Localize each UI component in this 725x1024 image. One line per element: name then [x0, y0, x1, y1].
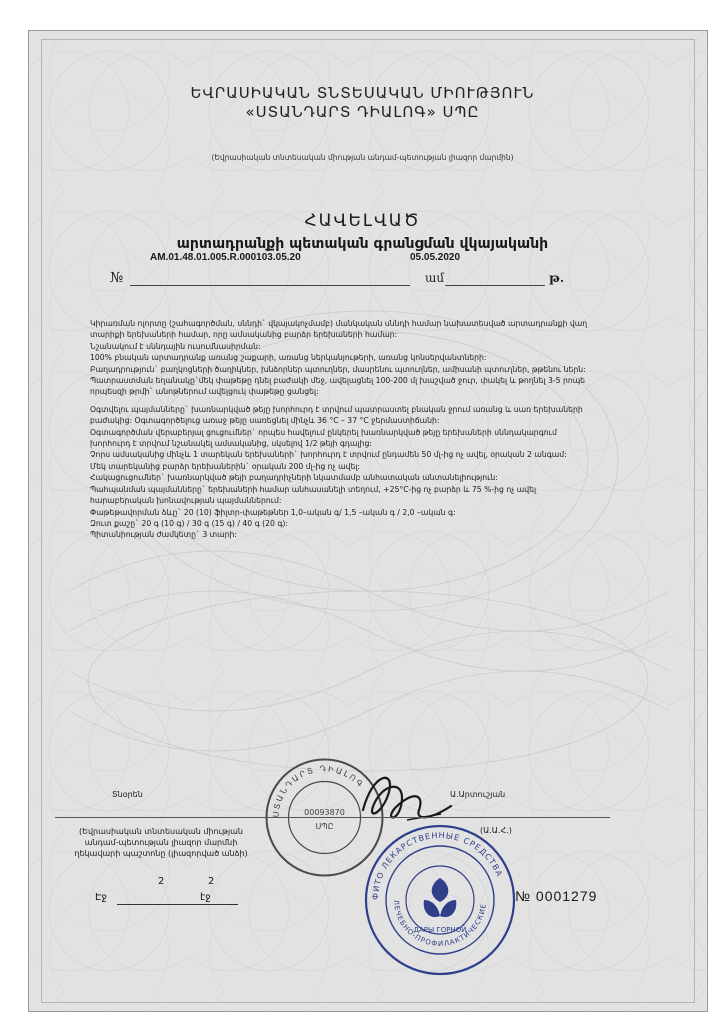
- certificate-title: արտադրանքի պետական գրանցման վկայականի: [176, 236, 549, 252]
- date-underline: [445, 285, 545, 286]
- footer-org-line-2: անդամ-պետության լիազոր մարմնի: [84, 838, 238, 847]
- storage-paragraph: Պահպանման պայմանները` երեխաների համար անհասանելի տեղում, +25°C-ից ոչ բարձր և 75 %-ից ոչ ավել հարաբերական խոնավության պայմաններում:: [90, 484, 537, 506]
- number-underline: [130, 285, 410, 286]
- right-stamp-center: ДАРЫ ГОРНОЙ: [413, 926, 467, 934]
- left-stamp-code: 00093870: [304, 808, 345, 817]
- dosage-infant-paragraph: Չորս ամսականից մինչև 1 տարեկան երեխաների` խորհուրդ է տրվում ընդամեն 50 մլ-ից ոչ ավել, օրական 2 անգամ:: [90, 450, 567, 460]
- org-subtitle: (Եվրասիական տնտեսական միության անդամ-պետության լիազոր մարմին): [211, 153, 514, 162]
- left-stamp-center: ՍՊԸ: [315, 822, 334, 831]
- number-sign: №: [110, 270, 124, 286]
- footer-org-note: [66, 826, 256, 859]
- right-stamp-ring-text: ФИТО ЛЕКАРСТВЕННЫЕ СРЕДСТВА: [370, 830, 505, 901]
- composition-paragraph: Բաղադրություն` բաղկոցների ծաղիկներ, խնձորներ պտուղներ, մասրենու պտուղներ, ամիսանի պտուղներ, թթենու ներն:: [90, 364, 586, 374]
- right-stamp-inner-ring: ЛЕЧЕБНО-ПРОФИЛАКТИЧЕСКИЕ: [391, 899, 488, 949]
- usage-conditions-paragraph: Օգտվելու պայմանները` խառնարկված թեյը խորհուրդ է տրվում պատրաստել բնական ջրում առանց և սառ երեխաների բաժակից: Օգտագործելուց առաջ թեյը սառեցնել մինչև 36 °C – 37 °C ջերմաստիճանի:: [90, 404, 583, 426]
- footer-org-line-1: (Եվրասիական տնտեսական միության: [78, 827, 243, 836]
- serial-number: № 0001279: [515, 888, 598, 904]
- dosage-child-line: Մեկ տարեկանից բարձր երեխաներին` օրական 200 մլ-ից ոչ ավել:: [90, 461, 361, 471]
- net-weight-line: Զուտ քաշը` 20 գ (10 գ) / 30 գ (15 գ) / 40 գ (20 գ):: [90, 518, 289, 528]
- shelf-life-line: Պիտանիության ժամկետը` 3 տարի:: [90, 530, 237, 540]
- director-label: Տնօրեն: [112, 790, 143, 799]
- approved-heading: ՀԱՎԵԼՎԱԾ: [304, 211, 421, 231]
- org-line-1: ԵՎՐԱՍԻԱԿԱՆ ՏՆՏԵՍԱԿԱՆ ՄԻՈՒԹՅՈՒՆ: [190, 84, 535, 102]
- org-line-2: «ՍՏԱՆԴԱՐՏ ԴԻԱԼՈԳ» ՍՊԸ: [245, 103, 480, 121]
- contraindications-line: Հակացուցումներ` խառնարկված թեյի բաղադրիչների նկատմամբ անհատական անտանելիություն:: [90, 473, 498, 483]
- year-suffix: թ.: [549, 271, 565, 285]
- footer-abbreviation: (Ա.Ա.Հ.): [480, 826, 512, 835]
- page-total-underline: [178, 904, 238, 905]
- registration-date: 05.05.2020: [410, 252, 461, 263]
- registration-number: AM.01.48.01.005.R.000103.05.20: [150, 252, 301, 263]
- footer-divider: [55, 817, 610, 818]
- director-name: Ա.Արտուշյան: [450, 790, 506, 799]
- purpose-line: Նշանակում է սննդային ուսումնասիրման:: [90, 341, 261, 351]
- preparation-paragraph: Պատրաստման եղանակը`մեկ փաթեթը դնել բաժակի մեջ, ավելացնել 100-200 մլ խաշված ջուր, փակել և թողնել 3-5 րոպե որպեսզի թրմի` անոթներում ավելցուկ փաթեթը ցանցել:: [90, 376, 586, 397]
- right-company-stamp: [360, 820, 520, 980]
- page-label: Էջ: [95, 892, 108, 903]
- page-of-word: էջ: [200, 892, 211, 903]
- page-current: 2: [158, 876, 165, 887]
- page-total: 2: [208, 876, 215, 887]
- usage-instructions-paragraph: Օգտագործման վերաբերյալ ցուցումներ` որպես հավելում ընկերել խառնարկված թեյը երեխաների սննդակարգում խորհուրդ է տրվում նշանակել ամսականից, սկսելով 1/2 թեյի գդալից:: [90, 427, 557, 449]
- body-text: [90, 318, 595, 541]
- footer-org-line-3: ղեկավարի պաշտոնը (լիազորված անձի): [74, 849, 248, 858]
- scope-paragraph: Կիրառման ոլորտը (շահագործման, սննդի` վկայակոչմամբ) մանկական սննդի համար նախատեսված արտադրանքի վաղ տարիքի երեխաների համար, որը ամսականից բարձր երեխաների համար:: [90, 319, 588, 340]
- left-stamp-ring-text: ՍՏԱՆԴԱՐՏ ԴԻԱԼՈԳ: [271, 764, 366, 818]
- from-word: ամ: [425, 271, 445, 285]
- natural-line: 100% բնական արտադրանք առանց շաքարի, առանց ներկանյութերի, առանց կոնսերվանտների:: [90, 353, 487, 363]
- packaging-line: Փաթեթավորման ձևը` 20 (10) ֆիլտր-փաթեթներ 1,0–ական գ/ 1,5 –ական գ / 2,0 –ական գ:: [90, 507, 456, 517]
